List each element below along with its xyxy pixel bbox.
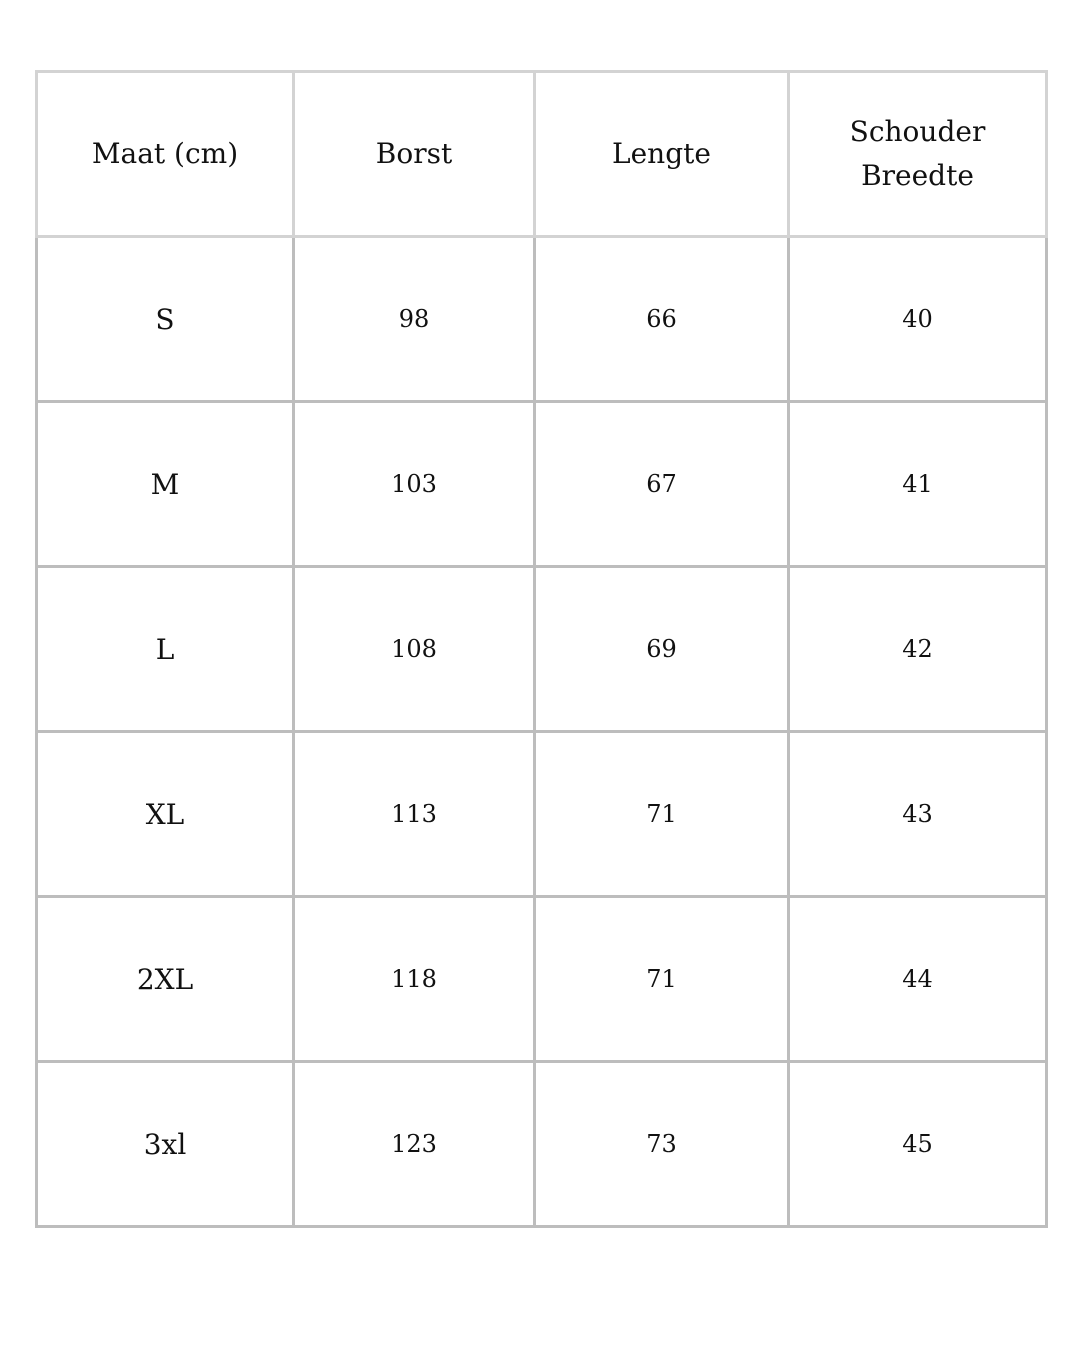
header-shoulder-width: Schouder Breedte [789, 72, 1047, 237]
chest-cell: 98 [294, 237, 535, 402]
chest-cell: 123 [294, 1062, 535, 1227]
header-length: Lengte [535, 72, 789, 237]
chest-cell: 108 [294, 567, 535, 732]
table-row [37, 402, 1047, 567]
shoulder-cell: 43 [789, 732, 1047, 897]
header-row [37, 72, 1047, 237]
table-row [37, 897, 1047, 1062]
chest-cell: 118 [294, 897, 535, 1062]
shoulder-cell: 42 [789, 567, 1047, 732]
table-row [37, 567, 1047, 732]
size-cell: 3xl [37, 1062, 294, 1227]
size-cell: S [37, 237, 294, 402]
chest-cell: 113 [294, 732, 535, 897]
size-cell: XL [37, 732, 294, 897]
header-size: Maat (cm) [37, 72, 294, 237]
table-row [37, 1062, 1047, 1227]
shoulder-cell: 40 [789, 237, 1047, 402]
table-row [37, 237, 1047, 402]
table-header [37, 72, 1047, 237]
length-cell: 71 [535, 897, 789, 1062]
length-cell: 66 [535, 237, 789, 402]
header-chest: Borst [294, 72, 535, 237]
size-cell: 2XL [37, 897, 294, 1062]
length-cell: 67 [535, 402, 789, 567]
table-row [37, 732, 1047, 897]
size-cell: M [37, 402, 294, 567]
size-cell: L [37, 567, 294, 732]
length-cell: 71 [535, 732, 789, 897]
shoulder-cell: 41 [789, 402, 1047, 567]
length-cell: 73 [535, 1062, 789, 1227]
chest-cell: 103 [294, 402, 535, 567]
shoulder-cell: 45 [789, 1062, 1047, 1227]
size-chart-table [35, 70, 1048, 1228]
table-body [37, 237, 1047, 1227]
shoulder-cell: 44 [789, 897, 1047, 1062]
length-cell: 69 [535, 567, 789, 732]
